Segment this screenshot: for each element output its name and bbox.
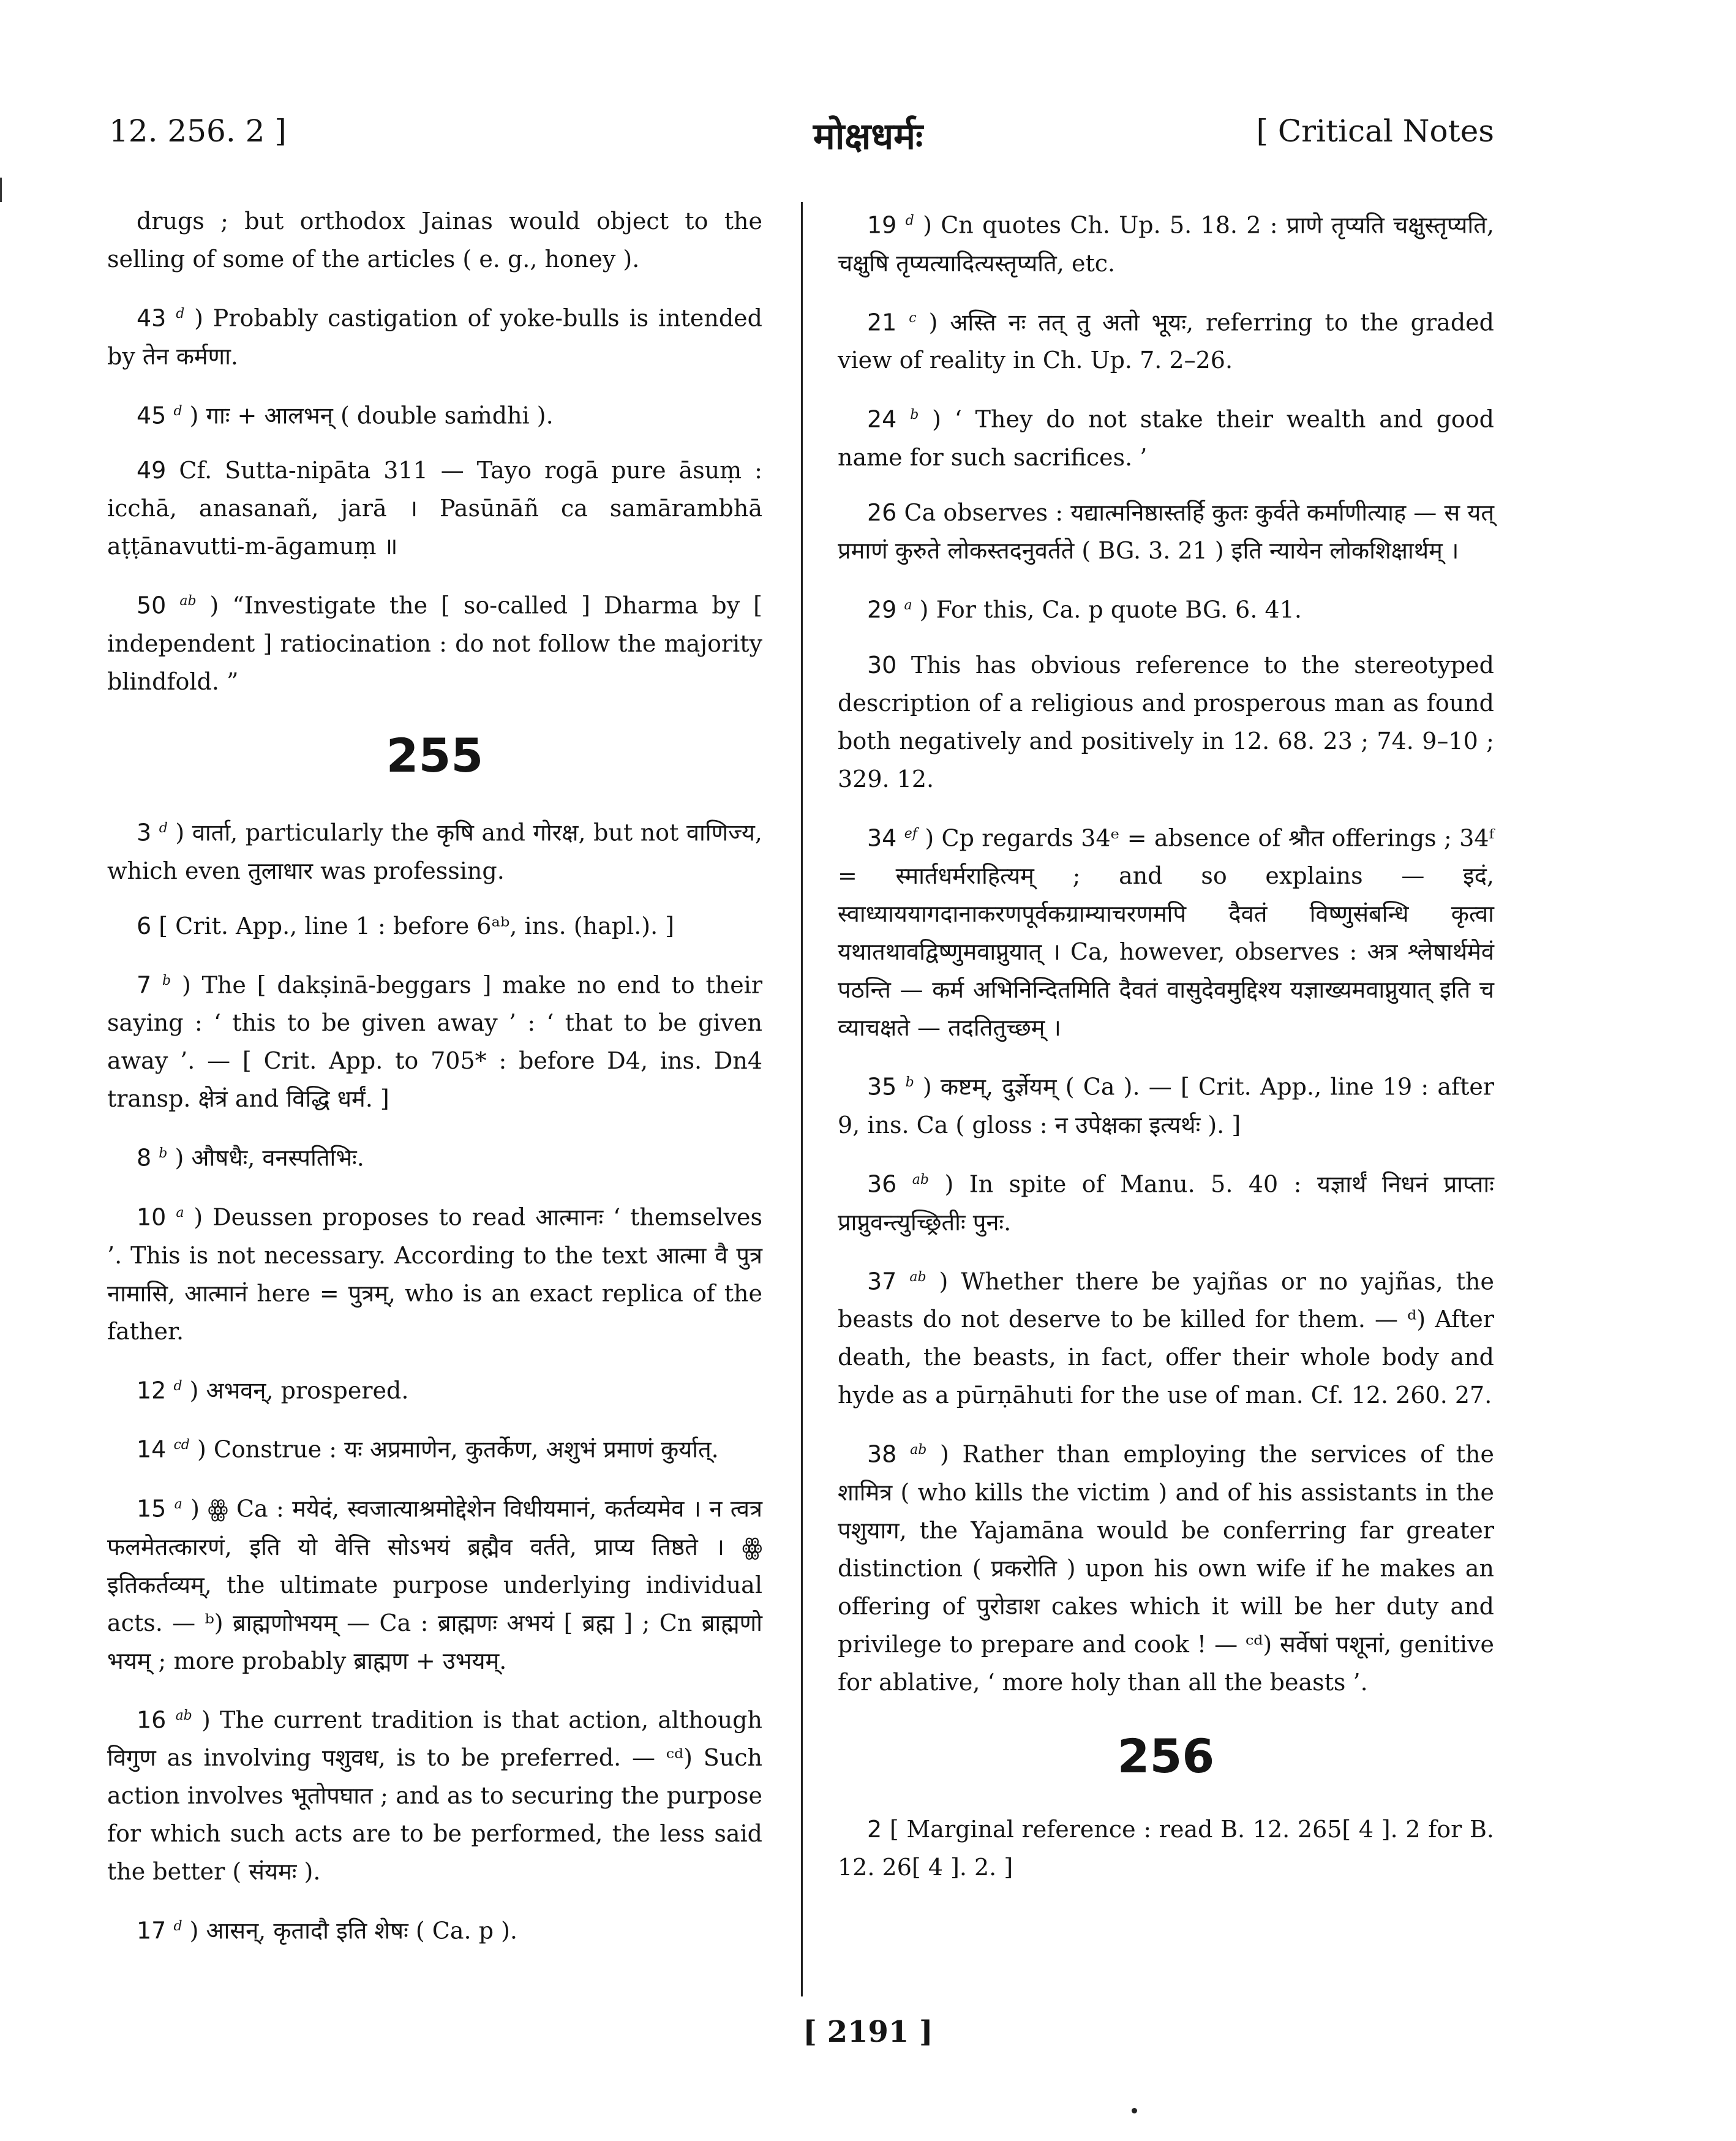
note-text: ) Rather than employing the services of the शामित्र ( who kills the victim ) and of his assistants in the पशुयाग, the Yajamāna would be conferring far greater distinction ( प्रकरोति ) upon his own wife if he makes an offering of पुरोडाश cakes which it will be her duty and privilege to prepare and cook ! — ᶜᵈ) सर्वेषां पशूनां, genitive for ablative, ‘ more holy than all the beasts ’. [838, 1440, 1494, 1696]
pada-marker: c [909, 310, 917, 326]
page-number: [ 2191 ] [803, 2015, 933, 2049]
critical-note [107, 962, 762, 1118]
column-divider [801, 202, 803, 1996]
note-text: ) आसन्, कृतादौ इति शेषः ( Ca. p ). [189, 1917, 518, 1944]
scan-margin-mark [0, 178, 2, 202]
critical-note [107, 1697, 762, 1891]
critical-note [107, 1908, 762, 1950]
note-number: 45 [137, 402, 167, 429]
critical-note [107, 1426, 762, 1469]
pada-marker: a [174, 1496, 182, 1512]
note-number: 16 [137, 1706, 167, 1734]
critical-note [838, 646, 1494, 798]
right-column [838, 202, 1494, 1903]
critical-note [838, 1259, 1494, 1415]
note-text: ) Whether there be yajñas or no yajñas, the beasts do not deserve to be killed for them. — ᵈ) After death, the beasts, in fact, offer their whole body and hyde as a pūrṇāhuti for the use of man. Cf. 12. 260. 27. [838, 1268, 1494, 1409]
right-notes-a [838, 202, 1494, 1701]
critical-note [838, 396, 1494, 476]
pada-marker: ab [175, 1707, 192, 1723]
critical-note [107, 393, 762, 435]
critical-note [107, 1486, 762, 1680]
note-text: ) Construe : यः अप्रमाणेन, कुतर्केण, अशुभं प्रमाणं कुर्यात्. [197, 1435, 719, 1463]
pada-marker: a [176, 1205, 184, 1221]
note-text: ) ꙮ Ca : मयेदं, स्वजात्याश्रमोद्देशेन विधीयमानं, कर्तव्यमेव । न त्वत्र फलमेतत्कारणं, इति यो वेत्ति सोऽभयं ब्रह्मैव वर्तते, प्राप्य तिष्ठते । ꙮ इतिकर्तव्यम्, the ultimate purpose underlying individual acts. — ᵇ) ब्राह्मणोभयम् — Ca : ब्राह्मणः अभयं [ ब्रह्म ] ; Cn ब्राह्मणो भयम् ; more probably ब्राह्मण + उभयम्. [107, 1495, 762, 1674]
pada-marker: ab [912, 1172, 929, 1187]
note-number: 15 [137, 1495, 167, 1522]
left-notes-b [107, 810, 762, 1950]
page-header [0, 113, 1736, 162]
note-number: 3 [137, 819, 152, 846]
note-number: 14 [137, 1435, 167, 1463]
note-number: 38 [867, 1440, 897, 1468]
critical-note [838, 299, 1494, 380]
note-text: Cf. Sutta-nipāta 311 — Tayo rogā pure āsuṃ : icchā, anasanañ, jarā । Pasūnāñ ca samārambhā aṭṭānavutti-m-āgamuṃ ॥ [107, 457, 762, 560]
note-number: 35 [867, 1073, 897, 1101]
critical-note [838, 1431, 1494, 1701]
note-text: ) Probably castigation of yoke-bulls is intended by तेन कर्मणा. [107, 304, 762, 370]
note-text: ) Cn quotes Ch. Up. 5. 18. 2 : प्राणे तृप्यति चक्षुस्तृप्यति, चक्षुषि तृप्यत्यादित्यस्तृप्यति, etc. [838, 211, 1494, 277]
header-title: मोक्षधर्मः [813, 115, 923, 158]
note-text: [ Marginal reference : read B. 12. 265[ 4 ]. 2 for B. 12. 26[ 4 ]. 2. ] [838, 1815, 1494, 1881]
print-speck [1132, 2108, 1137, 2113]
pada-marker: d [173, 1919, 182, 1935]
critical-note [838, 494, 1494, 570]
note-number: 37 [867, 1268, 897, 1295]
carry-over-text: drugs ; but orthodox Jainas would object to the selling of some of the articles ( e. g., honey ). [107, 208, 762, 273]
pada-marker: b [159, 1146, 168, 1162]
note-number: 17 [137, 1917, 167, 1944]
pada-marker: a [904, 597, 912, 613]
note-text: ) वार्ता, particularly the कृषि and गोरक्ष, but not वाणिज्य, which even तुलाधार was professing. [107, 819, 762, 884]
note-text: ) Deussen proposes to read आत्मानः ‘ themselves ’. This is not necessary. According to the text आत्मा वै पुत्र नामासि, आत्मानं here = पुत्रम्, who is an exact replica of the father. [107, 1203, 762, 1345]
pada-marker: d [159, 820, 168, 836]
pada-marker: ef [904, 826, 917, 841]
note-number: 30 [867, 651, 897, 679]
note-number: 10 [137, 1203, 167, 1231]
critical-note [838, 1064, 1494, 1144]
pada-marker: ab [910, 1442, 927, 1458]
note-text: ) ‘ They do not stake their wealth and good name for such sacrifices. ’ [838, 405, 1494, 471]
note-text: ) अभवन्, prospered. [189, 1377, 409, 1404]
left-column [107, 202, 762, 1967]
critical-note [107, 1194, 762, 1350]
pada-marker: ab [179, 593, 197, 609]
header-verse-ref: 12. 256. 2 ] [109, 113, 287, 149]
critical-note [838, 1810, 1494, 1886]
critical-note [838, 587, 1494, 629]
note-text: ) The [ dakṣinā-beggars ] make no end to their saying : ‘ this to be given away ’ : ‘ that to be given away ’. — [ Crit. App. to 705* : before D4, ins. Dn4 transp. क्षेत्रं and विद्धि धर्मं. ] [107, 971, 762, 1113]
pada-marker: b [905, 1075, 914, 1091]
critical-note [107, 295, 762, 375]
pada-marker: b [910, 407, 919, 423]
note-number: 24 [867, 405, 897, 433]
critical-note [107, 582, 762, 701]
pada-marker: d [173, 1378, 182, 1394]
note-text: ) कष्टम्, दुर्ज्ञेयम् ( Ca ). — [ Crit. App., line 19 : after 9, ins. Ca ( gloss : न उपेक्षका इत्यर्थः ). ] [838, 1073, 1494, 1138]
note-number: 12 [137, 1377, 167, 1404]
note-text: This has obvious reference to the stereotyped description of a religious and prosperous man as found both negatively and positively in 12. 68. 23 ; 74. 9–10 ; 329. 12. [838, 651, 1494, 792]
note-text: [ Crit. App., line 1 : before 6ᵃᵇ, ins. (hapl.). ] [159, 912, 675, 939]
critical-note [107, 451, 762, 565]
note-number: 2 [867, 1815, 882, 1843]
note-number: 8 [137, 1144, 152, 1172]
note-text: ) औषधैः, वनस्पतिभिः. [175, 1144, 364, 1172]
note-number: 49 [137, 457, 167, 484]
right-notes-b [838, 1810, 1494, 1886]
note-text: ) For this, Ca. p quote BG. 6. 41. [919, 596, 1302, 623]
header-section-label: [ Critical Notes [1256, 113, 1494, 149]
note-number: 29 [867, 596, 897, 623]
note-text: Ca observes : यद्यात्मनिष्ठास्तर्हि कुतः कुर्वते कर्माणीत्याह — स यत् प्रमाणं कुरुते लोकस्तदनुवर्तते ( BG. 3. 21 ) इति न्यायेन लोकशिक्षार्थम् । [838, 499, 1494, 564]
critical-note [107, 810, 762, 890]
section-number-256: 256 [1117, 1728, 1215, 1783]
note-number: 26 [867, 499, 897, 526]
critical-note [107, 1135, 762, 1177]
note-text: ) “Investigate the [ so-called ] Dharma by [ independent ] ratiocination : do not follow the majority blindfold. ” [107, 592, 762, 695]
pada-marker: ab [909, 1269, 926, 1285]
note-text: ) अस्ति नः तत् तु अतो भूयः, referring to the graded view of reality in Ch. Up. 7. 2–26. [838, 309, 1494, 374]
note-number: 19 [867, 211, 897, 239]
note-number: 36 [867, 1170, 897, 1198]
note-number: 6 [137, 912, 152, 939]
pada-marker: d [905, 213, 914, 228]
note-number: 50 [137, 592, 167, 619]
left-notes-a [107, 295, 762, 701]
note-number: 43 [137, 304, 167, 332]
note-number: 34 [867, 824, 897, 852]
note-text: ) गाः + आलभन् ( double saṁdhi ). [189, 402, 554, 429]
note-number: 7 [137, 971, 152, 999]
critical-note [107, 907, 762, 945]
note-text: ) Cp regards 34ᵉ = absence of श्रौत offerings ; 34ᶠ = स्मार्तधर्मराहित्यम् ; and so explains — इदं, स्वाध्याययागदानाकरणपूर्वकग्राम्याचरणमपि दैवतं विष्णुसंबन्धि कृत्वा यथातथावद्विष्णुमवाप्नुयात् । Ca, however, observes : अत्र श्लेषार्थमेवं पठन्ति — कर्म अभिनिन्दितमिति दैवतं वासुदेवमुद्दिश्य यज्ञाख्यमवाप्नुयात् इति च व्याचक्षते — तदतितुच्छम् । [838, 824, 1494, 1042]
note-text: ) The current tradition is that action, although विगुण as involving पशुवध, is to be preferred. — ᶜᵈ) Such action involves भूतोपघात ; and as to securing the purpose for which such acts are to be performed, the less said the better ( संयमः ). [107, 1706, 762, 1886]
pada-marker: d [176, 306, 185, 322]
section-number-255: 255 [386, 728, 484, 783]
note-text: ) In spite of Manu. 5. 40 : यज्ञार्थं निधनं प्राप्ताः प्राप्नुवन्त्युच्छ्रितीः पुनः. [838, 1170, 1494, 1236]
critical-note [107, 1368, 762, 1410]
pada-marker: b [162, 973, 171, 988]
pada-marker: d [173, 403, 182, 419]
pada-marker: cd [173, 1437, 190, 1453]
critical-note [838, 1161, 1494, 1241]
critical-note [838, 815, 1494, 1047]
note-number: 21 [867, 309, 897, 336]
critical-note [838, 202, 1494, 282]
